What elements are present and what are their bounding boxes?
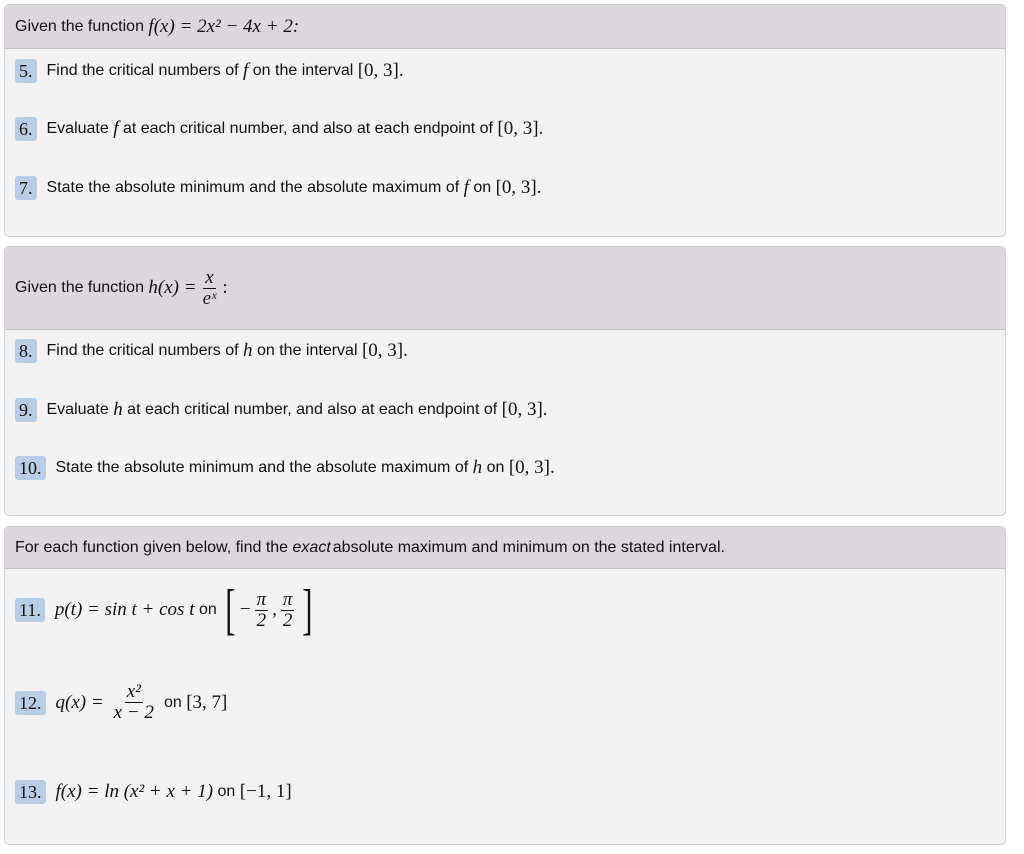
- problem-item-10: [15, 456, 555, 480]
- problem-number: 13.: [15, 780, 46, 804]
- header-function: f(x) = 2x² − 4x + 2:: [148, 15, 300, 37]
- math-comma: ,: [272, 599, 277, 620]
- problem-number: 11.: [15, 598, 45, 622]
- problem-item-9: [15, 398, 548, 422]
- problem-card-h: [4, 246, 1006, 516]
- problem-item-6: [15, 117, 543, 141]
- problem-number: 8.: [15, 339, 37, 363]
- math-var: f: [243, 60, 249, 81]
- fraction-denominator: eˣ: [202, 287, 217, 309]
- header-lhs: h(x) =: [148, 277, 197, 298]
- problem-text: on: [198, 601, 217, 618]
- fraction: [255, 590, 269, 631]
- fraction-numerator: π: [256, 588, 267, 610]
- problem-card-extrema: [4, 526, 1006, 845]
- math-var: h: [113, 399, 123, 420]
- fraction-denominator: 2: [282, 609, 293, 631]
- math-interval: [3, 7]: [186, 691, 228, 713]
- header-text: Given the function: [15, 279, 144, 296]
- math-interval: [−1, 1]: [239, 781, 292, 802]
- fraction: [281, 590, 295, 631]
- left-bracket: [: [225, 579, 236, 641]
- problem-item-7: [15, 176, 542, 200]
- header-text: absolute maximum and minimum on the stated interval.: [332, 538, 725, 556]
- fraction-numerator: x²: [126, 681, 141, 702]
- problem-item-8: [15, 339, 408, 363]
- fraction-denominator: x − 2: [113, 702, 154, 723]
- fraction-denominator: 2: [256, 609, 267, 631]
- problem-number: 12.: [15, 691, 46, 715]
- problem-text: at each critical number, and also at each endpoint of: [127, 401, 498, 418]
- math-interval: [0, 3].: [361, 340, 408, 361]
- problem-number: 7.: [15, 176, 37, 200]
- problem-text: on: [473, 179, 492, 196]
- header-emphasis: exact: [292, 538, 331, 556]
- problem-text: Find the critical numbers of: [46, 62, 239, 79]
- problem-number: 10.: [15, 456, 46, 480]
- header-fraction: [201, 268, 219, 309]
- math-lhs: q(x) =: [55, 691, 104, 713]
- problem-text: on the interval: [252, 62, 354, 79]
- problem-text: Find the critical numbers of: [46, 342, 239, 359]
- math-minus: −: [239, 599, 251, 620]
- math-interval: [0, 3].: [508, 457, 555, 478]
- problem-item-5: [15, 59, 404, 83]
- problem-text: on the interval: [256, 342, 358, 359]
- problem-item-12: [15, 682, 227, 723]
- math-interval: [0, 3].: [357, 60, 404, 81]
- problem-text: on: [163, 693, 182, 711]
- math-interval: [0, 3].: [497, 118, 544, 139]
- problem-number: 9.: [15, 398, 37, 422]
- math-expression: p(t) = sin t + cos t: [54, 599, 195, 620]
- math-var: f: [463, 177, 469, 198]
- math-var: h: [243, 340, 253, 361]
- problem-text: at each critical number, and also at each endpoint of: [122, 120, 493, 137]
- math-interval: [0, 3].: [495, 177, 542, 198]
- problem-text: on: [217, 783, 236, 800]
- math-var: h: [472, 457, 483, 478]
- header-text: Given the function: [15, 17, 144, 35]
- problem-number: 6.: [15, 117, 37, 141]
- header-text: For each function given below, find the: [15, 538, 289, 556]
- math-interval: [0, 3].: [501, 399, 548, 420]
- header-colon: :: [222, 277, 228, 298]
- problem-text: State the absolute minimum and the absolute maximum of: [55, 459, 469, 476]
- fraction-numerator: π: [282, 588, 293, 610]
- problem-item-13: [15, 780, 292, 804]
- card-header-f: [5, 5, 1005, 49]
- fraction: [112, 682, 156, 723]
- card-header-extrema: [5, 527, 1005, 569]
- problem-item-11: [15, 579, 317, 641]
- math-var: f: [113, 118, 119, 139]
- right-bracket: ]: [302, 579, 313, 641]
- card-header-h: [5, 247, 1005, 330]
- problem-text: Evaluate: [46, 401, 109, 418]
- math-expression: f(x) = ln (x² + x + 1): [55, 781, 214, 802]
- problem-number: 5.: [15, 59, 37, 83]
- problem-text: State the absolute minimum and the absolute maximum of: [46, 179, 460, 196]
- problem-text: on: [486, 459, 505, 476]
- fraction-numerator: x: [205, 266, 214, 288]
- problem-card-f: [4, 4, 1006, 237]
- problem-text: Evaluate: [46, 120, 109, 137]
